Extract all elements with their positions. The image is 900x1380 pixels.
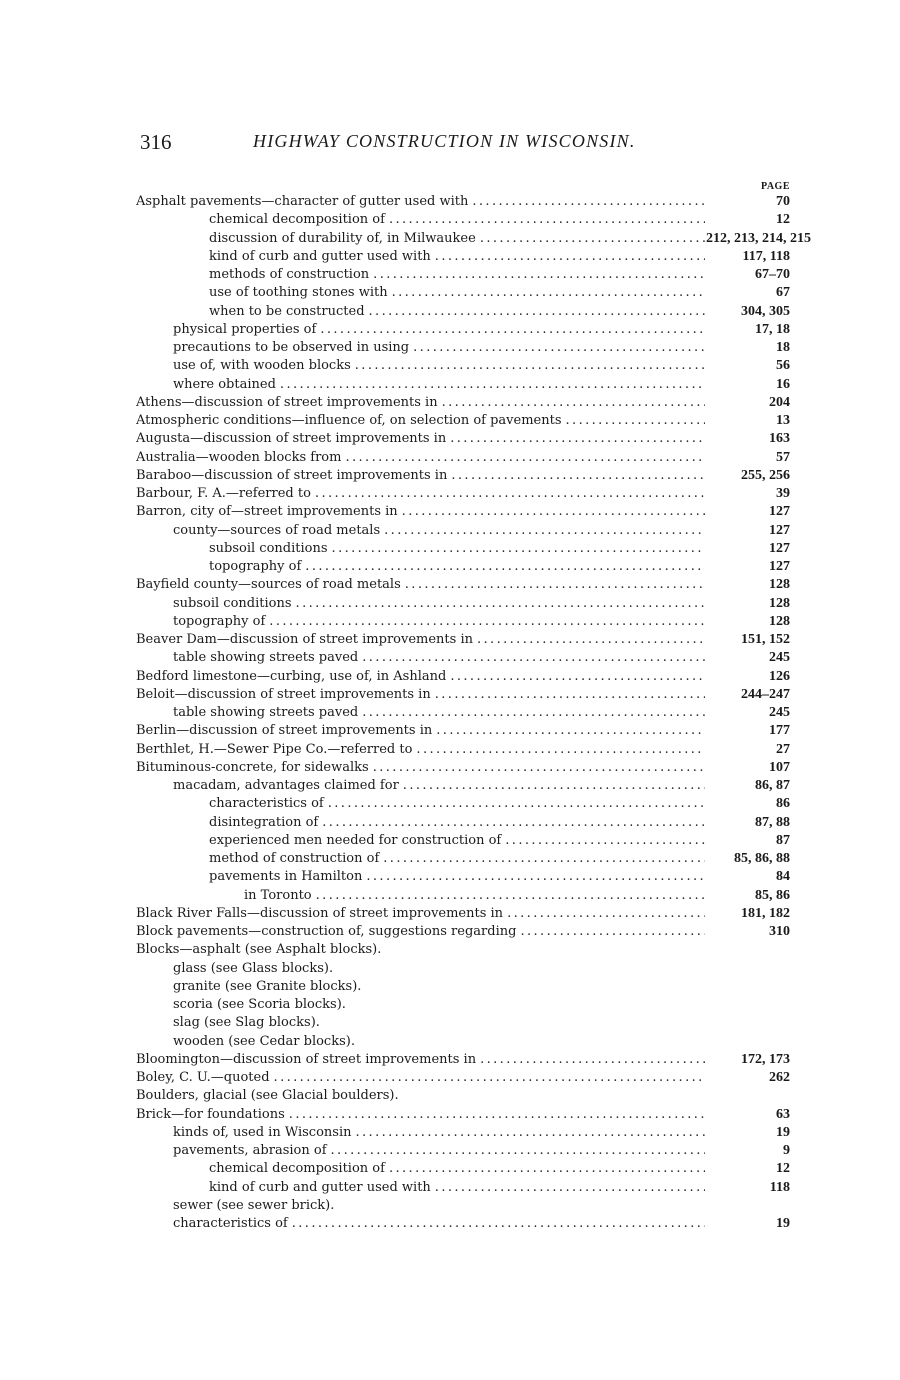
index-entry-heading	[173, 1124, 705, 1142]
index-entry	[136, 649, 790, 667]
index-entry	[136, 978, 790, 996]
index-entry-pages: 262	[769, 1070, 790, 1085]
index-entry	[136, 777, 790, 795]
index-entry-text: kind of curb and gutter used with	[209, 248, 431, 264]
index-entry-text: macadam, advantages claimed for	[173, 778, 399, 793]
index-entry	[136, 230, 811, 248]
index-entry-heading	[136, 1087, 705, 1105]
dot-leader	[403, 777, 705, 795]
index-entry	[136, 850, 790, 868]
dot-leader	[274, 1069, 705, 1087]
index-entry-heading	[136, 759, 705, 777]
index-entry-heading	[173, 649, 705, 667]
index-entry	[136, 996, 790, 1014]
index-entry-heading	[209, 868, 705, 886]
dot-leader	[435, 686, 705, 704]
index-entry-heading	[136, 449, 705, 467]
index-entry-pages: 255, 256	[741, 467, 790, 483]
index-entry-text: Boulders, glacial (see Glacial boulders).	[136, 1088, 399, 1104]
dot-leader	[450, 668, 705, 686]
index-entry	[136, 741, 790, 759]
index-entry-text: characteristics of	[209, 796, 324, 812]
index-entry-text: wooden (see Cedar blocks).	[173, 1033, 355, 1049]
dot-leader	[373, 759, 705, 777]
index-entry-pages: 87, 88	[755, 814, 790, 830]
dot-leader	[402, 503, 705, 521]
index-entry	[136, 1033, 790, 1051]
index-entry-heading	[136, 412, 705, 430]
index-entry	[136, 376, 790, 394]
index-entry-text: chemical decomposition of	[209, 212, 385, 228]
index-entry-heading	[173, 1215, 705, 1233]
index-entry-heading	[136, 1106, 705, 1124]
dot-leader	[435, 1179, 705, 1197]
index-entry	[136, 668, 790, 686]
index-entry-heading	[136, 193, 705, 211]
index-entry	[136, 576, 790, 594]
index-entry	[136, 467, 790, 485]
index-entry-text: slag (see Slag blocks).	[173, 1015, 320, 1031]
dot-leader	[480, 230, 705, 248]
index-entry-pages: 70	[776, 194, 790, 209]
index-entry-heading	[244, 887, 705, 905]
dot-leader	[289, 1106, 705, 1124]
index-entry	[136, 1069, 790, 1087]
index-entry-text: Augusta—discussion of street improvements in	[136, 431, 447, 447]
index-entry	[136, 357, 790, 375]
index-entry-text: disintegration of	[209, 814, 319, 830]
index-entry-text: Barron, city of—street improvements in	[136, 504, 398, 520]
index-entry-heading	[173, 357, 705, 375]
index-entry	[136, 558, 790, 576]
index-entry-text: topography of	[173, 613, 266, 629]
index-entry-heading	[209, 211, 705, 229]
index-entry-pages: 85, 86	[755, 887, 790, 903]
index-entry-text: Bituminous-concrete, for sidewalks	[136, 759, 369, 775]
index-entry	[136, 485, 790, 503]
index-entry-heading	[173, 960, 705, 978]
index-entry-heading	[209, 850, 705, 868]
dot-leader	[392, 284, 705, 302]
dot-leader	[520, 923, 705, 941]
index-entry-heading	[173, 777, 705, 795]
page-column-heading: PAGE	[760, 181, 790, 192]
index-entry-pages: 67–70	[755, 267, 790, 282]
index-entry-text: kind of curb and gutter used with	[209, 1179, 431, 1195]
index-entry-text: sewer (see sewer brick).	[173, 1197, 335, 1213]
index-entry-heading	[136, 576, 705, 594]
index-entry-pages: 19	[776, 1216, 790, 1231]
index-entry	[136, 923, 790, 941]
index-entry	[136, 412, 790, 430]
dot-leader	[366, 868, 705, 886]
index-entry-heading	[136, 1051, 705, 1069]
dot-leader	[451, 467, 705, 485]
dot-leader	[435, 248, 705, 266]
index-entry-heading	[136, 923, 705, 941]
index-entry-pages: 163	[769, 431, 790, 447]
dot-leader	[389, 1160, 705, 1178]
index-entry-heading	[136, 467, 705, 485]
index-entry-heading	[173, 996, 705, 1014]
index-entry	[136, 887, 790, 905]
page-header	[140, 130, 780, 160]
index-entry-heading	[173, 613, 705, 631]
index-entry-text: subsoil conditions	[209, 540, 328, 556]
index-entry-heading	[136, 686, 705, 704]
index-entry-pages: 18	[776, 340, 790, 355]
index-entry-heading	[136, 430, 705, 448]
index-entry-text: county—sources of road metals	[173, 522, 381, 538]
index-entry-pages: 212, 213, 214, 215	[706, 230, 811, 246]
index-entry	[136, 722, 790, 740]
index-entry	[136, 1215, 790, 1233]
index-entry	[136, 193, 790, 211]
index-entry-heading	[209, 248, 705, 266]
index-entry-text: physical properties of	[173, 321, 317, 337]
dot-leader	[355, 357, 705, 375]
index-entry-text: subsoil conditions	[173, 595, 292, 611]
dot-leader	[384, 522, 705, 540]
index-entry	[136, 1051, 790, 1069]
index-entry	[136, 868, 790, 886]
index-entry	[136, 704, 790, 722]
index-entry-pages: 12	[776, 212, 790, 228]
index-entry-pages: 128	[769, 613, 790, 629]
index-entry-pages: 127	[769, 559, 790, 574]
index-entry-pages: 245	[769, 650, 790, 666]
index-entry	[136, 1179, 790, 1197]
index-entry	[136, 394, 790, 412]
dot-leader	[280, 376, 705, 394]
dot-leader	[566, 412, 706, 430]
index-entry	[136, 211, 790, 229]
dot-leader	[436, 722, 705, 740]
dot-leader	[345, 449, 705, 467]
index-entry-pages: 127	[769, 540, 790, 556]
index-entry-text: Blocks—asphalt (see Asphalt blocks).	[136, 942, 382, 958]
index-entry-heading	[209, 303, 705, 321]
index-entry-pages: 13	[776, 413, 790, 428]
index-entry-pages: 181, 182	[741, 905, 790, 921]
index-entry	[136, 248, 790, 266]
index-entry-text: Black River Falls—discussion of street improvements in	[136, 905, 504, 921]
index-entry-text: table showing streets paved	[173, 650, 359, 666]
index-entry-heading	[136, 503, 705, 521]
index-entry	[136, 1197, 790, 1215]
index-entry	[136, 1014, 790, 1032]
index-entry	[136, 430, 790, 448]
index-entry-heading	[136, 668, 705, 686]
index-entry-pages: 126	[769, 668, 790, 684]
index-entry-pages: 244–247	[741, 686, 790, 702]
index-entry	[136, 814, 790, 832]
index-entry-pages: 245	[769, 705, 790, 720]
index-entry-text: experienced men needed for construction of	[209, 832, 502, 848]
index-entry-pages: 204	[769, 394, 790, 410]
dot-leader	[305, 558, 705, 576]
dot-leader	[332, 540, 705, 558]
index-entry-pages: 304, 305	[741, 303, 790, 319]
index-entry-pages: 127	[769, 522, 790, 538]
index-entry	[136, 795, 790, 813]
index-entry	[136, 595, 790, 613]
index-entry-pages: 177	[769, 723, 790, 739]
index-entry-text: Bedford limestone—curbing, use of, in Ashland	[136, 668, 447, 684]
index-entry-pages: 9	[783, 1143, 790, 1158]
index-entry-text: precautions to be observed in using	[173, 340, 410, 355]
index-entry	[136, 266, 790, 284]
index-entry-text: where obtained	[173, 376, 276, 392]
index-entry-heading	[209, 795, 705, 813]
index-entry-text: topography of	[209, 559, 302, 574]
index-entry	[136, 759, 790, 777]
dot-leader	[389, 211, 705, 229]
dot-leader	[331, 1142, 706, 1160]
index-entry-text: Bayfield county—sources of road metals	[136, 577, 401, 593]
dot-leader	[320, 321, 705, 339]
index-entry-pages: 16	[776, 376, 790, 392]
index-entry-text: method of construction of	[209, 851, 380, 866]
index-entry	[136, 1106, 790, 1124]
index-entry-pages: 128	[769, 595, 790, 611]
index-entry-text: kinds of, used in Wisconsin	[173, 1124, 352, 1140]
index-list	[136, 193, 811, 1233]
index-entry-pages: 67	[776, 285, 790, 301]
index-entry	[136, 1160, 790, 1178]
index-entry-pages: 85, 86, 88	[734, 851, 790, 866]
index-entry-text: Block pavements—construction of, suggestions regarding	[136, 924, 517, 939]
index-entry-text: when to be constructed	[209, 303, 365, 319]
dot-leader	[505, 832, 705, 850]
index-entry-text: Beaver Dam—discussion of street improvements in	[136, 632, 473, 647]
index-entry	[136, 905, 790, 923]
index-entry-pages: 56	[776, 358, 790, 374]
index-entry-heading	[173, 704, 705, 722]
index-entry-text: glass (see Glass blocks).	[173, 960, 334, 976]
index-entry-pages: 84	[776, 869, 790, 885]
index-entry-text: Australia—wooden blocks from	[136, 449, 342, 465]
dot-leader	[413, 339, 705, 357]
index-entry-pages: 128	[769, 577, 790, 593]
index-entry	[136, 303, 790, 321]
dot-leader	[328, 795, 705, 813]
dot-leader	[315, 485, 705, 503]
index-entry-text: Asphalt pavements—character of gutter used with	[136, 194, 469, 209]
index-entry	[136, 686, 790, 704]
index-entry-text: Berthlet, H.—Sewer Pipe Co.—referred to	[136, 741, 413, 757]
index-entry-heading	[209, 266, 705, 284]
index-entry-heading	[209, 814, 705, 832]
dot-leader	[480, 1051, 705, 1069]
index-entry-text: Athens—discussion of street improvements in	[136, 394, 438, 410]
index-entry-text: pavements, abrasion of	[173, 1143, 327, 1158]
index-entry-pages: 57	[776, 449, 790, 465]
index-entry-text: characteristics of	[173, 1216, 288, 1231]
index-entry	[136, 540, 790, 558]
index-entry-text: scoria (see Scoria blocks).	[173, 997, 346, 1012]
index-entry	[136, 1124, 790, 1142]
index-entry-pages: 151, 152	[741, 632, 790, 647]
index-entry-heading	[209, 558, 705, 576]
index-entry	[136, 960, 790, 978]
dot-leader	[477, 631, 705, 649]
index-entry-text: Boley, C. U.—quoted	[136, 1070, 270, 1085]
index-entry	[136, 941, 790, 959]
dot-leader	[405, 576, 705, 594]
index-entry-heading	[173, 522, 705, 540]
index-entry-text: Beloit—discussion of street improvements in	[136, 686, 431, 702]
index-entry-pages: 12	[776, 1161, 790, 1177]
dot-leader	[373, 266, 705, 284]
index-entry-text: Bloomington—discussion of street improvements in	[136, 1051, 477, 1067]
index-entry-heading	[173, 321, 705, 339]
dot-leader	[362, 649, 705, 667]
index-entry-text: Barbour, F. A.—referred to	[136, 486, 311, 501]
index-entry-text: Atmospheric conditions—influence of, on selection of pavements	[136, 413, 562, 428]
index-entry-text: methods of construction	[209, 267, 370, 282]
page-number: 316	[140, 130, 172, 154]
index-entry-heading	[136, 741, 705, 759]
dot-leader	[355, 1124, 705, 1142]
running-title: HIGHWAY CONSTRUCTION IN WISCONSIN.	[253, 131, 636, 151]
index-entry-text: chemical decomposition of	[209, 1161, 385, 1177]
index-entry-text: use of toothing stones with	[209, 285, 388, 301]
index-entry	[136, 339, 790, 357]
index-entry-text: use of, with wooden blocks	[173, 358, 351, 374]
index-entry-text: table showing streets paved	[173, 705, 359, 720]
index-entry	[136, 503, 790, 521]
dot-leader	[296, 595, 705, 613]
index-entry-heading	[136, 941, 705, 959]
index-entry-heading	[173, 1033, 705, 1051]
index-entry-heading	[136, 722, 705, 740]
index-entry-heading	[209, 1160, 705, 1178]
index-entry-pages: 117, 118	[742, 248, 790, 264]
index-entry-heading	[136, 631, 705, 649]
index-entry-heading	[209, 230, 705, 248]
dot-leader	[369, 303, 705, 321]
index-entry-heading	[173, 339, 705, 357]
index-entry	[136, 321, 790, 339]
dot-leader	[322, 814, 705, 832]
index-entry-pages: 63	[776, 1106, 790, 1122]
index-entry-pages: 107	[769, 759, 790, 775]
index-entry-heading	[209, 832, 705, 850]
index-entry	[136, 449, 790, 467]
index-entry-pages: 19	[776, 1124, 790, 1140]
index-entry	[136, 1142, 790, 1160]
index-entry-heading	[136, 394, 705, 412]
dot-leader	[269, 613, 705, 631]
index-entry-text: granite (see Granite blocks).	[173, 978, 362, 994]
index-entry-pages: 86, 87	[755, 778, 790, 793]
index-entry-pages: 87	[776, 832, 790, 848]
index-entry-pages: 172, 173	[741, 1051, 790, 1067]
index-entry-heading	[209, 1179, 705, 1197]
index-entry-heading	[136, 485, 705, 503]
index-entry-pages: 86	[776, 796, 790, 812]
index-entry-heading	[173, 1014, 705, 1032]
index-entry-heading	[173, 376, 705, 394]
dot-leader	[472, 193, 705, 211]
index-entry-heading	[136, 905, 705, 923]
dot-leader	[442, 394, 705, 412]
index-entry	[136, 1087, 790, 1105]
dot-leader	[507, 905, 705, 923]
index-entry-text: discussion of durability of, in Milwaukee	[209, 230, 476, 246]
index-entry-text: in Toronto	[244, 887, 312, 903]
index-entry-heading	[173, 1142, 705, 1160]
index-entry-text: Baraboo—discussion of street improvements in	[136, 467, 448, 483]
index-entry-text: Brick—for foundations	[136, 1106, 285, 1122]
index-entry-pages: 27	[776, 741, 790, 757]
index-entry-pages: 118	[769, 1179, 790, 1195]
index-entry-pages: 17, 18	[755, 321, 790, 337]
index-entry-heading	[173, 978, 705, 996]
index-entry-heading	[173, 595, 705, 613]
index-entry-text: pavements in Hamilton	[209, 869, 363, 885]
index-entry-heading	[209, 540, 705, 558]
index-entry-pages: 310	[769, 924, 790, 939]
index-entry-pages: 39	[776, 486, 790, 501]
index-entry-heading	[173, 1197, 705, 1215]
dot-leader	[362, 704, 705, 722]
index-entry-text: Berlin—discussion of street improvements in	[136, 723, 433, 739]
index-entry	[136, 284, 790, 302]
dot-leader	[292, 1215, 705, 1233]
index-entry-heading	[209, 284, 705, 302]
index-entry-pages: 127	[769, 504, 790, 520]
index-entry	[136, 631, 790, 649]
index-entry-heading	[136, 1069, 705, 1087]
index-entry	[136, 613, 790, 631]
dot-leader	[316, 887, 705, 905]
index-entry	[136, 522, 790, 540]
index-entry	[136, 832, 790, 850]
dot-leader	[416, 741, 705, 759]
dot-leader	[450, 430, 705, 448]
dot-leader	[383, 850, 705, 868]
